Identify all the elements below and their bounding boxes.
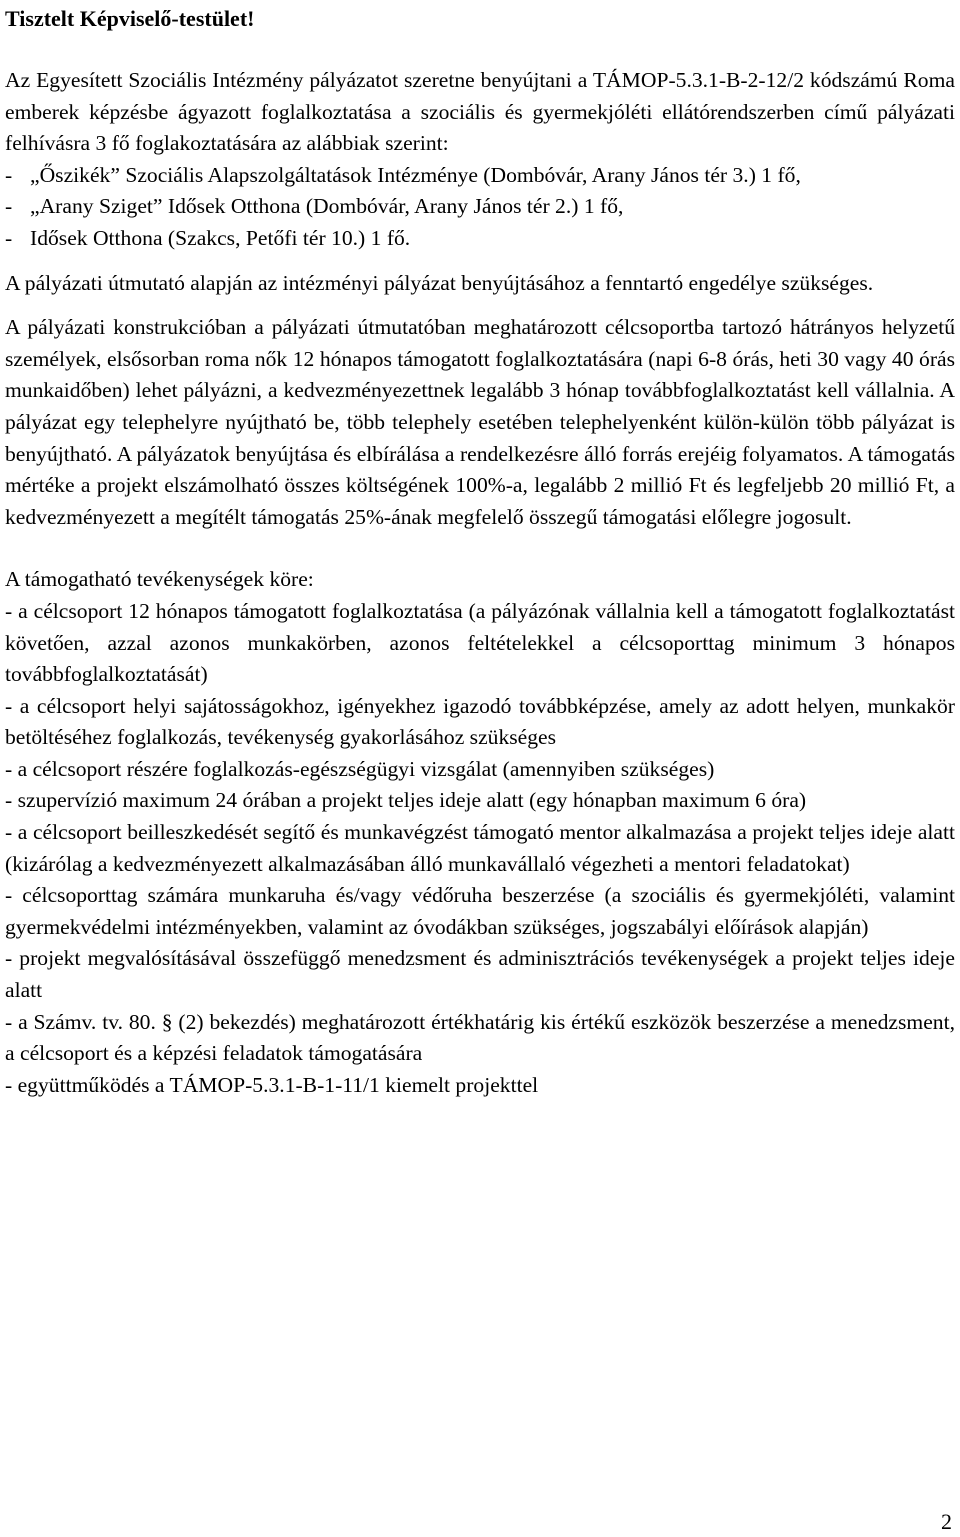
activity-item: - a Számv. tv. 80. § (2) bekezdés) meghatározott értékhatárig kis értékű eszközök beszerzése a menedzsment, a célcsoport és a képzési feladatok támogatására [5,1009,955,1066]
activity-item: - célcsoporttag számára munkaruha és/vagy védőruha beszerzése (a szociális és gyermekjóléti, valamint gyermekvédelmi intézményekben, valamint az óvodákban szükséges, jogszabályi előírások alapján) [5,883,955,939]
list-dash: - [5,225,13,250]
list-dash: - [5,162,13,187]
activity-item: - a célcsoport 12 hónapos támogatott foglalkoztatása (a pályázónak vállalnia kell a támogatott foglalkoztatást követően, azzal azonos munkakörben, azonos feltételekkel a célcsoporttag minimum 3 hónapos továbbfoglalkoztatását) [5,598,955,687]
activity-item: - szupervízió maximum 24 órában a projekt teljes ideje alatt (egy hónapban maximum 6 óra) [5,788,807,813]
institution-item [5,191,955,223]
activity-item: - a célcsoport helyi sajátosságokhoz, igényekhez igazodó továbbképzése, amely az adott helyen, munkakör betöltéséhez foglalkozás, tevékenység gyakorlásához szükséges [5,693,955,750]
document-page [5,0,955,1101]
spacer [5,299,955,312]
spacer [5,533,955,564]
salutation-heading: Tisztelt Képviselő-testület! [5,6,255,31]
page-number: 2 [941,1509,952,1534]
activity-item: - projekt megvalósításával összefüggő menedzsment és adminisztrációs tevékenységek a projekt teljes ideje alatt [5,946,955,1003]
institution-text: „Arany Sziget” Idősek Otthona (Dombóvár, Arany János tér 2.) 1 fő, [30,194,624,219]
institution-text: „Őszikék” Szociális Alapszolgáltatások Intézménye (Dombóvár, Arany János tér 3.) 1 fő, [30,162,801,187]
institution-text: Idősek Otthona (Szakcs, Petőfi tér 10.) 1 fő. [30,225,411,250]
activity-item: - a célcsoport beilleszkedését segítő és munkavégzést támogató mentor alkalmazása a projekt teljes ideje alatt (kizárólag a kedvezményezett alkalmazásában álló munkavállaló végezheti a mentori feladatokat) [5,820,955,876]
activities-heading: A támogatható tevékenységek köre: [5,567,314,592]
activities-list [5,596,955,1102]
list-dash: - [5,194,13,219]
activity-item: - együttműködés a TÁMOP-5.3.1-B-1-11/1 kiemelt projekttel [5,1072,539,1097]
construction-paragraph: A pályázati konstrukcióban a pályázati útmutatóban meghatározott célcsoportba tartozó hátrányos helyzetű személyek, elsősorban roma nők 12 hónapos támogatott foglalkoztatására (napi 6-8 órás, heti 30 vagy 40 órás munkaidőben) lehet pályázni, a kedvezményezettnek legalább 3 hónap továbbfoglalkoztatást kell vállalnia. A pályázat egy telephelyre nyújtható be, több telephely esetében telephelyenként külön-külön több pályázat is benyújtható. A pályázatok benyújtása és elbírálása a rendelkezésre álló forrás erejéig folyamatos. A támogatás mértéke a projekt elszámolható összes költségének 100%-a, legalább 2 millió Ft és legfeljebb 20 millió Ft, a kedvezményezett a megítélt támogatás 25%-ának megfelelő összegű támogatási előlegre jogosult. [5,315,955,529]
institution-item [5,160,955,192]
spacer [5,34,955,65]
institution-item [5,223,955,255]
spacer [5,255,955,268]
institution-list [5,160,955,255]
activity-item: - a célcsoport részére foglalkozás-egészségügyi vizsgálat (amennyiben szükséges) [5,756,715,781]
intro-paragraph: Az Egyesített Szociális Intézmény pályázatot szeretne benyújtani a TÁMOP-5.3.1-B-2-12/2 kódszámú Roma emberek képzésbe ágyazott foglalkoztatása a szociális és gyermekjóléti ellátórendszerben című pályázati felhívásra 3 fő foglakoztatására az alábbiak szerint: [5,68,955,156]
permission-paragraph: A pályázati útmutató alapján az intézményi pályázat benyújtásához a fenntartó engedélye szükséges. [5,270,874,295]
